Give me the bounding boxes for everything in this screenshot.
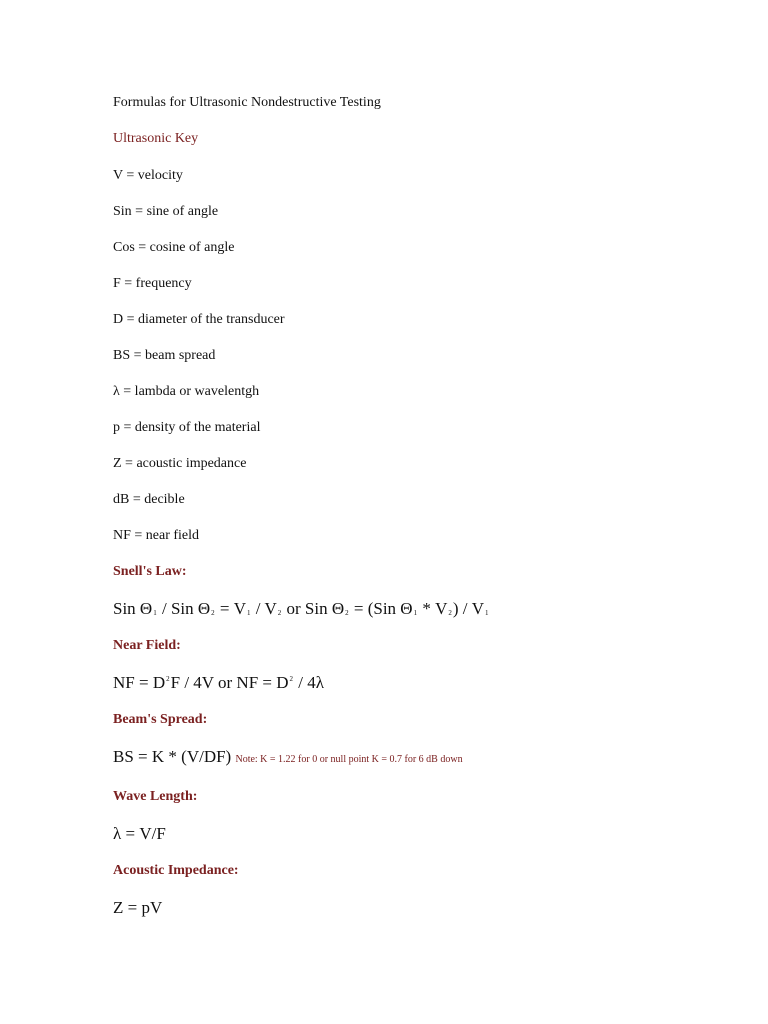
snells-law-formula bbox=[113, 598, 753, 620]
snells-law-heading: Snell's Law: bbox=[113, 564, 187, 579]
formula-part: Sin Θ bbox=[113, 599, 153, 618]
key-item-frequency: F = frequency bbox=[113, 276, 192, 291]
key-item-lambda: λ = lambda or wavelentgh bbox=[113, 384, 260, 399]
formula-subscript: 1 bbox=[413, 609, 418, 617]
formula-part: / V bbox=[251, 599, 277, 618]
document-content bbox=[113, 93, 753, 935]
formula-part: or Sin Θ bbox=[282, 599, 345, 618]
key-item-sine: Sin = sine of angle bbox=[113, 204, 219, 219]
formula-subscript: 2 bbox=[277, 609, 282, 617]
beam-spread-formula: BS = K * (V/DF) bbox=[113, 747, 232, 766]
key-item-diameter: D = diameter of the transducer bbox=[113, 312, 285, 327]
formula-subscript: 1 bbox=[485, 609, 489, 617]
near-field-formula bbox=[113, 672, 753, 694]
document-title: Formulas for Ultrasonic Nondestructive Testing bbox=[113, 95, 381, 110]
formula-superscript: 2 bbox=[289, 675, 294, 683]
key-item-density: p = density of the material bbox=[113, 420, 261, 435]
formula-part: = (Sin Θ bbox=[349, 599, 413, 618]
key-item-velocity: V = velocity bbox=[113, 168, 183, 183]
near-field-heading: Near Field: bbox=[113, 638, 181, 653]
key-item-cosine: Cos = cosine of angle bbox=[113, 240, 235, 255]
formula-part: F / 4V or NF = D bbox=[170, 673, 289, 692]
formula-subscript: 2 bbox=[345, 609, 349, 617]
beam-spread-heading: Beam's Spread: bbox=[113, 712, 208, 727]
formula-superscript: 2 bbox=[166, 675, 170, 683]
formula-part: = V bbox=[215, 599, 247, 618]
formula-subscript: 2 bbox=[211, 609, 215, 617]
formula-part: ) / V bbox=[452, 599, 485, 618]
acoustic-impedance-heading: Acoustic Impedance: bbox=[113, 863, 239, 878]
acoustic-impedance-formula: Z = pV bbox=[113, 898, 163, 917]
ultrasonic-key-list bbox=[113, 166, 753, 546]
key-item-impedance: Z = acoustic impedance bbox=[113, 456, 247, 471]
beam-spread-formula-line bbox=[113, 746, 753, 771]
wave-length-formula: λ = V/F bbox=[113, 824, 166, 843]
formula-subscript: 1 bbox=[247, 609, 251, 617]
beam-spread-note: Note: K = 1.22 for 0 or null point K = 0.7 for 6 dB down bbox=[235, 754, 463, 765]
ultrasonic-key-heading: Ultrasonic Key bbox=[113, 131, 199, 146]
formula-subscript: 2 bbox=[448, 609, 452, 617]
formula-subscript: 1 bbox=[153, 609, 157, 617]
formula-part: NF = D bbox=[113, 673, 166, 692]
key-item-decibel: dB = decible bbox=[113, 492, 185, 507]
formula-part: / Sin Θ bbox=[157, 599, 211, 618]
formula-part: * V bbox=[418, 599, 448, 618]
key-item-near-field: NF = near field bbox=[113, 528, 200, 543]
formula-part: / 4λ bbox=[294, 673, 324, 692]
wave-length-heading: Wave Length: bbox=[113, 789, 198, 804]
key-item-beam-spread: BS = beam spread bbox=[113, 348, 216, 363]
